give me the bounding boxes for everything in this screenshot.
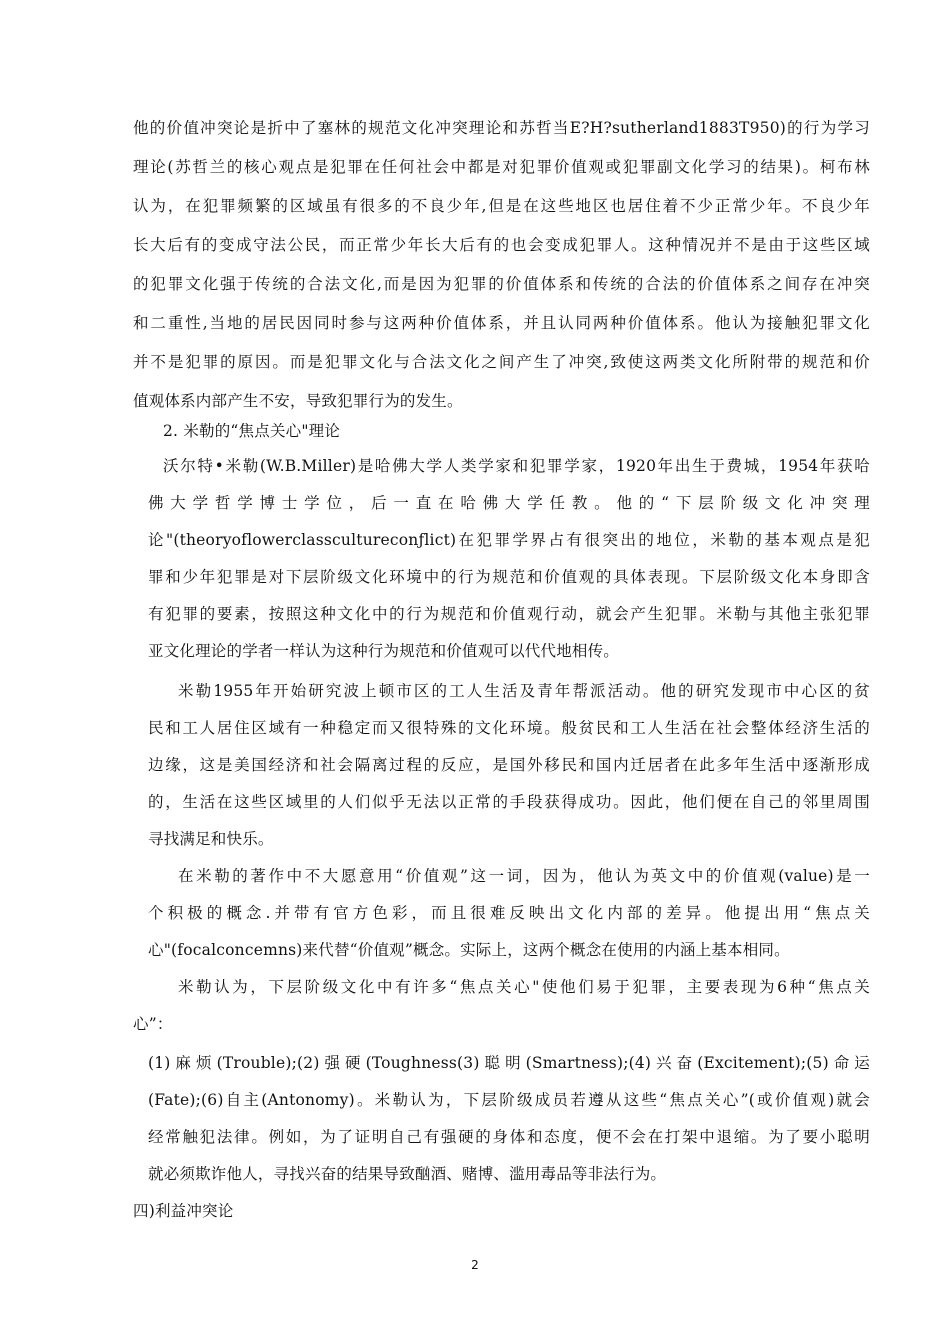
paragraph-line: (1)麻烦(Trouble);(2)强硬(Toughness(3)聪明(Smartness);(4)兴奋(Excitement);(5)命运 bbox=[148, 1054, 870, 1072]
paragraph-line: 的犯罪文化强于传统的合法文化,而是因为犯罪的价值体系和传统的合法的价值体系之间存在冲突 bbox=[133, 275, 870, 293]
paragraph-line: 论"(theoryoflowerclasscultureconƒlict)在犯罪学界占有很突出的地位，米勒的基本观点是犯 bbox=[148, 531, 870, 549]
section-heading: 2. 米勒的“焦点关心"理论 bbox=[163, 422, 341, 440]
paragraph-line: 认为，在犯罪频繁的区域虽有很多的不良少年,但是在这些地区也居住着不少正常少年。不良少年 bbox=[133, 197, 870, 215]
paragraph-line: 长大后有的变成守法公民，而正常少年长大后有的也会变成犯罪人。这种情况并不是由于这些区域 bbox=[133, 236, 870, 254]
paragraph-line: 米勒1955年开始研究波上顿市区的工人生活及青年帮派活动。他的研究发现市中心区的贫 bbox=[178, 682, 870, 700]
paragraph-line: 并不是犯罪的原因。而是犯罪文化与合法文化之间产生了冲突,致使这两类文化所附带的规范和价 bbox=[133, 353, 870, 371]
paragraph-line: 在米勒的著作中不大愿意用“价值观”这一词，因为，他认为英文中的价值观(value)是一 bbox=[178, 867, 870, 885]
paragraph-line: 和二重性,当地的居民因同时参与这两种价值体系，并且认同两种价值体系。他认为接触犯罪文化 bbox=[133, 314, 870, 332]
paragraph-line: 经常触犯法律。例如，为了证明自己有强硬的身体和态度，便不会在打架中退缩。为了要小聪明 bbox=[148, 1128, 870, 1146]
paragraph-line: 亚文化理论的学者一样认为这种行为规范和价值观可以代代地相传。 bbox=[148, 642, 620, 660]
page-number: 2 bbox=[471, 1258, 479, 1272]
paragraph-line: 理论(苏哲兰的核心观点是犯罪在任何社会中都是对犯罪价值观或犯罪副文化学习的结果)。柯布林 bbox=[133, 158, 870, 176]
paragraph-line: 就必须欺诈他人，寻找兴奋的结果导致酗酒、赌博、滥用毒品等非法行为。 bbox=[148, 1165, 667, 1183]
paragraph-line: 心”： bbox=[133, 1015, 173, 1033]
paragraph-line: 米勒认为，下层阶级文化中有许多“焦点关心"使他们易于犯罪，主要表现为6种“焦点关 bbox=[178, 978, 870, 996]
section-heading: 四)利益冲突论 bbox=[133, 1202, 234, 1220]
paragraph-line: 个积极的概念.并带有官方色彩，而且很难反映出文化内部的差异。他提出用“焦点关 bbox=[148, 904, 870, 922]
paragraph-line: 民和工人居住区域有一种稳定而又很特殊的文化环境。般贫民和工人生活在社会整体经济生活的 bbox=[148, 719, 870, 737]
paragraph-line: 有犯罪的要素，按照这种文化中的行为规范和价值观行动，就会产生犯罪。米勒与其他主张犯罪 bbox=[148, 605, 870, 623]
paragraph-line: 寻找满足和快乐。 bbox=[148, 830, 274, 848]
paragraph-line: 心"(focalconcemns)来代替“价值观”概念。实际上，这两个概念在使用的内涵上基本相同。 bbox=[148, 941, 790, 959]
paragraph-line: 佛大学哲学博士学位，后一直在哈佛大学任教。他的“下层阶级文化冲突理 bbox=[148, 494, 870, 512]
paragraph-line: (Fate);(6)自主(Antonomy)。米勒认为，下层阶级成员若遵从这些“焦点关心”(或价值观)就会 bbox=[148, 1091, 870, 1109]
paragraph-line: 的，生活在这些区域里的人们似乎无法以正常的手段获得成功。因此，他们便在自己的邻里周围 bbox=[148, 793, 870, 811]
paragraph-line: 罪和少年犯罪是对下层阶级文化环境中的行为规范和价值观的具体表现。下层阶级文化本身即含 bbox=[148, 568, 870, 586]
paragraph-line: 他的价值冲突论是折中了塞林的规范文化冲突理论和苏哲当E?H?sutherland1883T950)的行为学习 bbox=[133, 119, 870, 137]
paragraph-line: 值观体系内部产生不安，导致犯罪行为的发生。 bbox=[133, 392, 463, 410]
paragraph-line: 边缘，这是美国经济和社会隔离过程的反应，是国外移民和国内迁居者在此多年生活中逐渐形成 bbox=[148, 756, 870, 774]
paragraph-line: 沃尔特•米勒(W.B.Miller)是哈佛大学人类学家和犯罪学家，1920年出生于费城，1954年获哈 bbox=[163, 457, 870, 475]
